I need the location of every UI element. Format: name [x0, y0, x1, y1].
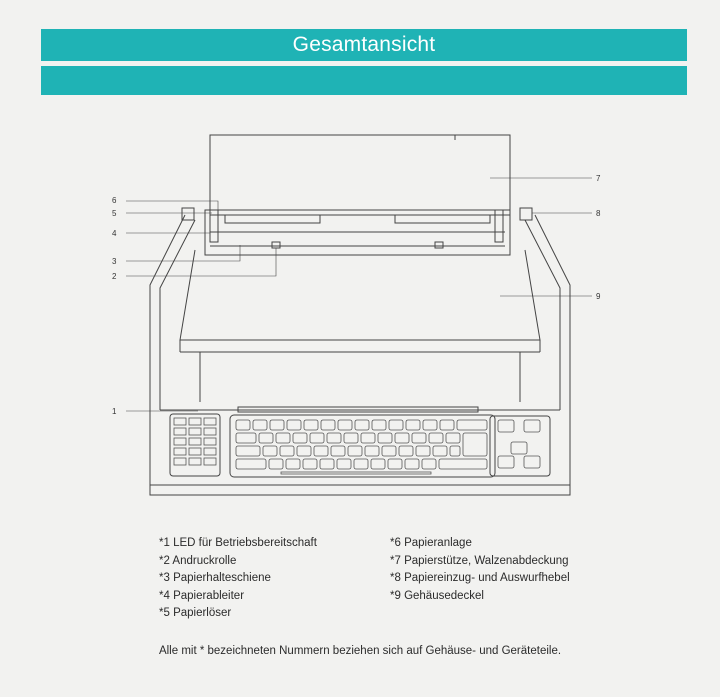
- typewriter-drawing: [100, 120, 620, 510]
- callout-8: 8: [596, 209, 601, 218]
- callout-4: 4: [112, 229, 117, 238]
- knob-right: [520, 208, 532, 220]
- callout-3: 3: [112, 257, 117, 266]
- callout-6: 6: [112, 196, 117, 205]
- page-title: Gesamtansicht: [292, 33, 436, 56]
- legend-item: *9 Gehäusedeckel: [390, 589, 484, 602]
- legend-right: [390, 535, 570, 605]
- cursor-keys: [490, 416, 550, 476]
- legend-item: *8 Papiereinzug- und Auswurfhebel: [390, 572, 570, 584]
- legend-item: *2 Andruckrolle: [159, 554, 237, 567]
- callout-5: 5: [112, 209, 117, 218]
- housing: [150, 215, 570, 495]
- callout-7: 7: [596, 174, 601, 183]
- header-band: [41, 29, 687, 61]
- legend-item: *5 Papierlöser: [159, 607, 232, 619]
- housing-cover: [180, 250, 540, 340]
- legend-item: *3 Papierhalteschiene: [159, 572, 271, 584]
- legend-item: *1 LED für Betriebsbereitschaft: [159, 537, 317, 549]
- legend-left: [159, 535, 317, 623]
- legend-item: *6 Papieranlage: [390, 537, 472, 549]
- paper-support: [210, 135, 510, 215]
- callout-2: 2: [112, 272, 117, 281]
- footnote: Alle mit * bezeichneten Nummern beziehen sich auf Gehäuse- und Geräteteile.: [158, 645, 562, 657]
- subheader-band: [41, 66, 687, 95]
- callout-1: 1: [112, 407, 117, 416]
- pressure-roller: [272, 242, 280, 248]
- callout-9: 9: [596, 292, 601, 301]
- legend-item: *7 Papierstütze, Walzenabdeckung: [390, 554, 569, 567]
- legend-item: *4 Papierableiter: [159, 589, 245, 602]
